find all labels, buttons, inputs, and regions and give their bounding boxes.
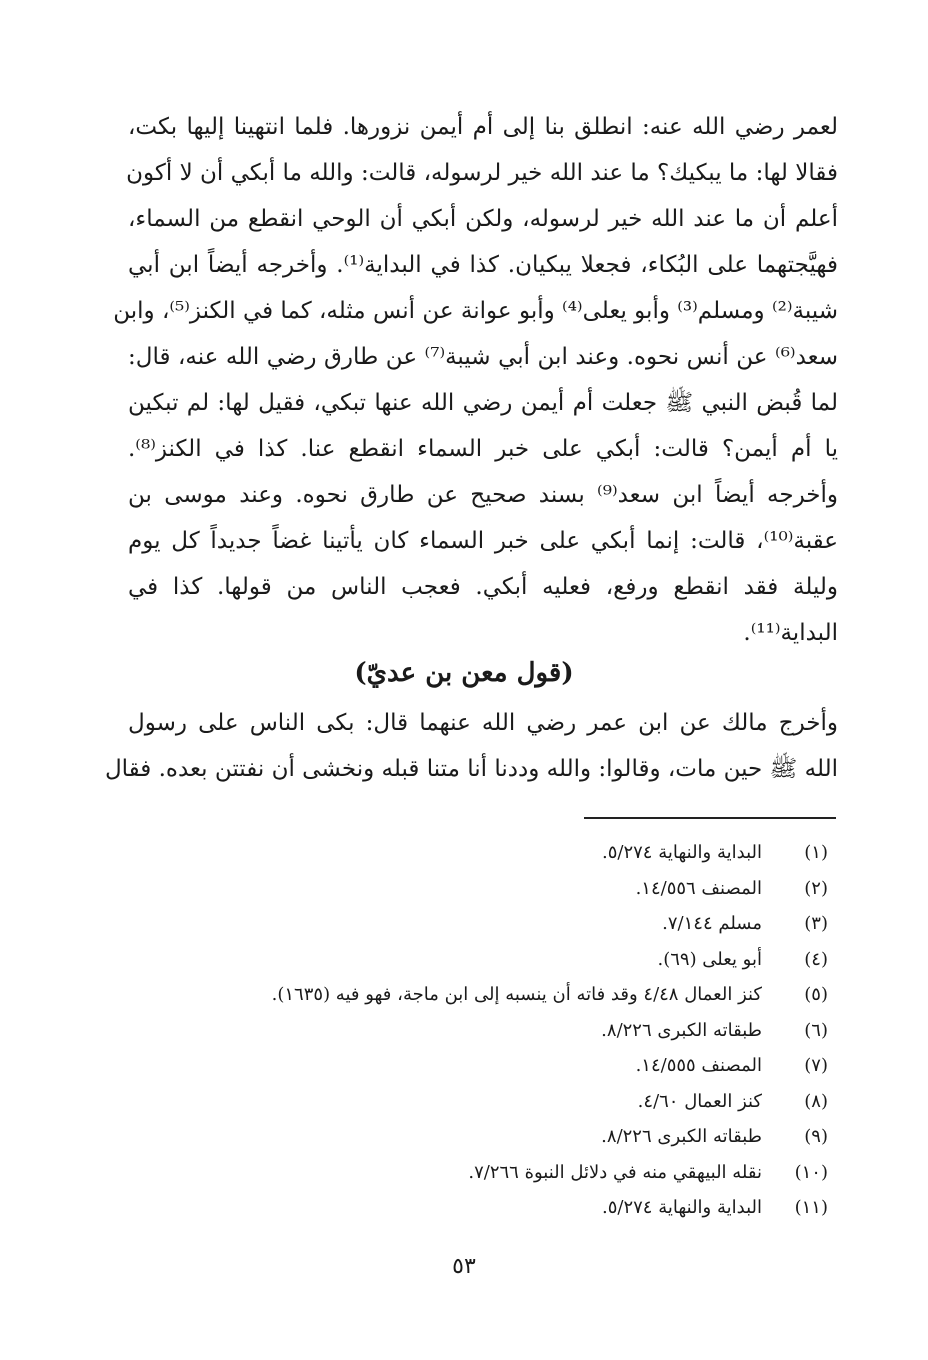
footnote [128,1190,828,1226]
text-line: لعمر رضي الله عنه: انطلق بنا إلى أم أيمن نزورها. فلما انتهينا إليها بكت، [128,114,838,140]
footnote [128,835,828,871]
footnote-text: طبقاته الكبرى ٨/٢٢٦. [601,1019,762,1041]
text-line: فهيَّجتهما على البُكاء، فجعلا يبكيان. كذا في البداية⁽¹⁾. وأخرجه أيضاً ابن أبي [128,252,838,278]
text-line: فقالا لها: ما يبكيك؟ ما عند الله خير لرسوله، قالت: والله ما أبكي أن لا أكون [126,160,838,186]
footnote [128,1084,828,1120]
footnote-number: (٥) [804,984,828,1005]
text-line: يا أم أيمن؟ قالت: أبكي على خبر السماء انقطع عنا. كذا في الكنز⁽⁸⁾. [128,436,838,462]
footnote-text: كنز العمال ٤/٤٨ وقد فاته أن ينسبه إلى ابن ماجة، فهو فيه (١٦٣٥). [271,984,762,1005]
text-line: أعلم أن ما عند الله خير لرسوله، ولكن أبكي أن الوحي انقطع من السماء، [128,206,838,232]
footnote-text: المصنف ١٤/٥٥٦. [635,877,762,899]
footnote [128,1155,828,1191]
main-text [113,104,839,656]
text-line: البداية⁽¹¹⁾. [743,620,838,646]
footnote-text: طبقاته الكبرى ٨/٢٢٦. [601,1126,762,1147]
footnote-number: (١١) [794,1197,828,1218]
section-heading: (قول معن بن عديّ) [354,658,574,688]
footnote-number: (٩) [804,1126,828,1147]
footnote-text: البداية والنهاية ٥/٢٧٤. [601,1197,762,1218]
text-line: شيبة⁽²⁾ ومسلم⁽³⁾ وأبو يعلى⁽⁴⁾ وأبو عوانة عن أنس مثله، كما في الكنز⁽⁵⁾، وابن [113,298,838,324]
footnote-number: (٣) [804,913,828,934]
footnote-number: (٦) [804,1019,828,1041]
text-line: لما قُبض النبي ﷺ جعلت أم أيمن رضي الله عنها تبكي، فقيل لها: لم تبكين [128,390,838,416]
footnote-text: مسلم ٧/١٤٤. [662,913,762,934]
footnotes [128,835,828,1226]
footnote [128,1013,828,1049]
text-line: وأخرج مالك عن ابن عمر رضي الله عنهما قال: بكى الناس على رسول [128,710,838,736]
footnote-number: (١٠) [794,1161,828,1183]
text-line: وليلة فقد انقطع ورفع، فعليه أبكي. فعجب الناس من قولها. كذا في [128,574,838,600]
footnote-number: (١) [804,842,828,863]
text-line: سعد⁽⁶⁾ عن أنس نحوه. وعند ابن أبي شيبة⁽⁷⁾ عن طارق رضي الله عنه، قال: [128,344,839,370]
footnote-number: (٢) [804,877,828,899]
footnote [128,1048,828,1084]
footnote [128,942,828,978]
footnote [128,906,828,942]
footnote-text: نقله البيهقي منه في دلائل النبوة ٧/٢٦٦. [468,1161,762,1183]
footnote-text: أبو يعلى (٦٩). [657,948,762,970]
footnote-number: (٨) [804,1090,828,1112]
text-line: الله ﷺ حين مات، وقالوا: والله وددنا أنا متنا قبله ونخشى أن نفتتن بعده. فقال [104,756,838,782]
page-number: ٥٣ [452,1254,476,1279]
footnote-text: البداية والنهاية ٥/٢٧٤. [601,842,762,863]
footnote-number: (٧) [804,1055,828,1076]
text-line: وأخرجه أيضاً ابن سعد⁽⁹⁾ بسند صحيح عن طارق نحوه. وعند موسى بن [128,482,838,508]
footnote-number: (٤) [804,948,828,970]
footnote [128,977,828,1013]
footnote [128,1119,828,1155]
footnote-text: كنز العمال ٤/٦٠. [637,1090,762,1112]
text-line: عقبة⁽¹⁰⁾، قالت: إنما أبكي على خبر السماء كان يأتينا غضاً جديداً كل يوم [128,528,838,554]
footnote [128,871,828,907]
footnote-separator [584,817,836,819]
footnote-text: المصنف ١٤/٥٥٥. [635,1055,762,1076]
main-text-continued [104,700,838,792]
